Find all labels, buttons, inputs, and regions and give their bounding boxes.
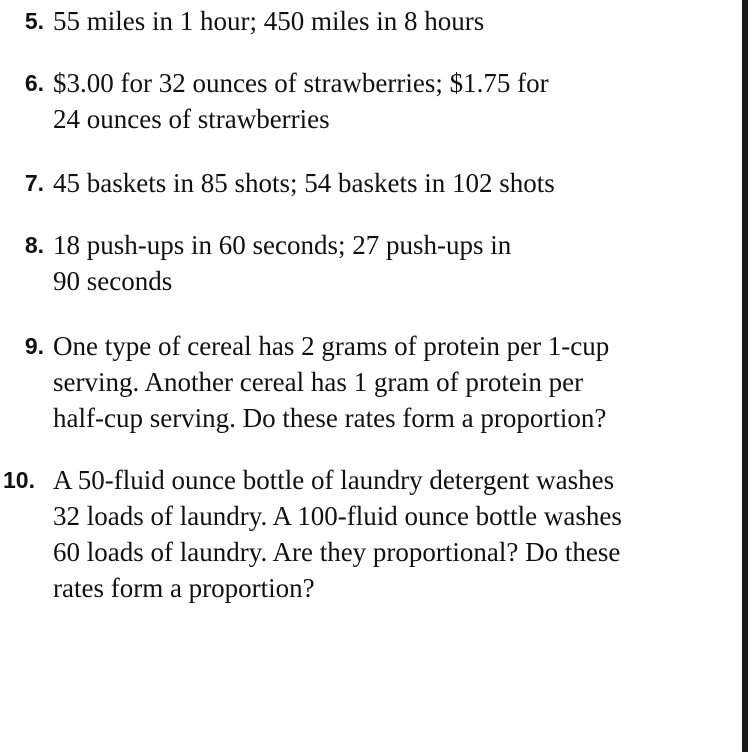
problem-text [53,462,733,606]
problem-text [53,328,733,436]
problem-number: 8. [24,232,44,258]
problem-line: serving. Another cereal has 1 gram of protein per [53,367,584,397]
problem-line: half-cup serving. Do these rates form a proportion? [53,403,607,433]
problem-line: $3.00 for 32 ounces of strawberries; $1.75 for [53,68,549,98]
problem-line: 55 miles in 1 hour; 450 miles in 8 hours [53,6,485,36]
page-edge-border [742,0,748,752]
problem-line: One type of cereal has 2 grams of protein per 1-cup [53,331,610,361]
problem-text [53,227,733,299]
problem-text [53,165,733,201]
problem-number: 10. [3,467,35,493]
problem-text [53,65,733,137]
problem-line: 32 loads of laundry. A 100-fluid ounce bottle washes [53,501,622,531]
problem-number: 9. [24,333,44,359]
problem-line: 18 push-ups in 60 seconds; 27 push-ups in [53,230,512,260]
problem-line: 45 baskets in 85 shots; 54 baskets in 102 shots [53,168,555,198]
problem-line: 90 seconds [53,266,173,296]
problem-line: 24 ounces of strawberries [53,104,330,134]
problem-number: 5. [24,8,44,34]
problem-number: 6. [24,70,44,96]
problem-number: 7. [24,170,44,196]
problem-line: A 50-fluid ounce bottle of laundry detergent washes [53,465,615,495]
problem-line: 60 loads of laundry. Are they proportional? Do these [53,537,621,567]
problem-text [53,3,733,39]
problem-line: rates form a proportion? [53,573,315,603]
